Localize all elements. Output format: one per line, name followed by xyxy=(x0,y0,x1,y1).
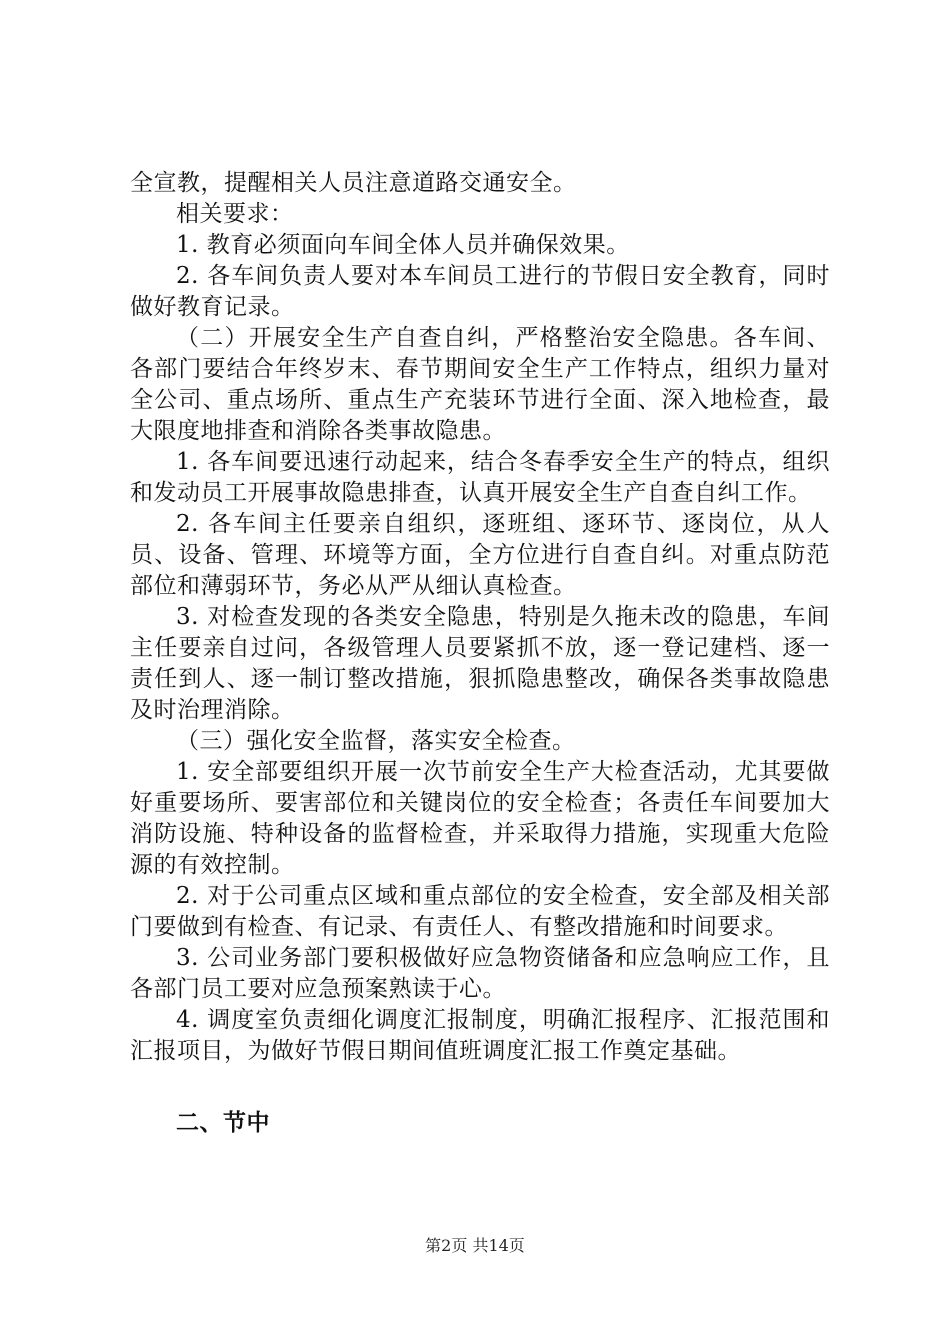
paragraph-section-2-item-2: 2. 各车间主任要亲自组织，逐班组、逐环节、逐岗位，从人员、设备、管理、环境等方面，全方位进行自查自纠。对重点防范部位和薄弱环节，务必从严从细认真检查。 xyxy=(130,511,830,599)
document-body xyxy=(130,168,830,1138)
section-heading: 二、节中 xyxy=(176,1109,270,1136)
paragraph-section-2-item-1: 1. 各车间要迅速行动起来，结合冬春季安全生产的特点，组织和发动员工开展事故隐患排查，认真开展安全生产自查自纠工作。 xyxy=(130,449,830,506)
paragraph-continuation: 全宣教，提醒相关人员注意道路交通安全。 xyxy=(130,170,577,196)
paragraph-section-3-item-1: 1. 安全部要组织开展一次节前安全生产大检查活动，尤其要做好重要场所、要害部位和关键岗位的安全检查；各责任车间要加大消防设施、特种设备的监督检查，并采取得力措施，实现重大危险源的有效控制。 xyxy=(130,759,830,878)
paragraph-section-3-item-3: 3. 公司业务部门要积极做好应急物资储备和应急响应工作，且各部门员工要对应急预案熟读于心。 xyxy=(130,945,830,1002)
paragraph-section-3-item-4: 4. 调度室负责细化调度汇报制度，明确汇报程序、汇报范围和汇报项目，为做好节假日期间值班调度汇报工作奠定基础。 xyxy=(130,1007,830,1064)
paragraph-section-3-intro: （三）强化安全监督，落实安全检查。 xyxy=(176,728,576,754)
page-indicator: 第2页 共14页 xyxy=(425,1236,525,1255)
paragraph-requirement-2: 2. 各车间负责人要对本车间员工进行的节假日安全教育，同时做好教育记录。 xyxy=(130,263,830,320)
paragraph-section-3-item-2: 2. 对于公司重点区域和重点部位的安全检查，安全部及相关部门要做到有检查、有记录、有责任人、有整改措施和时间要求。 xyxy=(130,883,830,940)
paragraph-requirements-label: 相关要求： xyxy=(176,201,294,227)
paragraph-section-2-intro: （二）开展安全生产自查自纠，严格整治安全隐患。各车间、各部门要结合年终岁末、春节期间安全生产工作特点，组织力量对全公司、重点场所、重点生产充装环节进行全面、深入地检查，最大限度地排查和消除各类事故隐患。 xyxy=(130,325,830,444)
paragraph-section-2-item-3: 3. 对检查发现的各类安全隐患，特别是久拖未改的隐患，车间主任要亲自过问，各级管理人员要紧抓不放，逐一登记建档、逐一责任到人、逐一制订整改措施，狠抓隐患整改，确保各类事故隐患及时治理消除。 xyxy=(130,604,830,723)
paragraph-requirement-1: 1. 教育必须面向车间全体人员并确保效果。 xyxy=(176,232,630,258)
